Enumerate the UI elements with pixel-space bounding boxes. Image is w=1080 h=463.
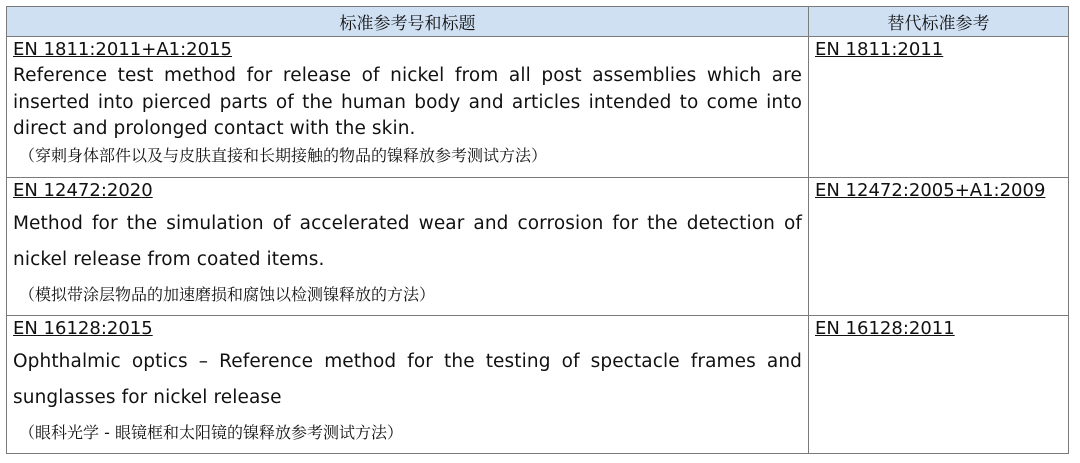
- table-header-row: [7, 7, 1069, 37]
- standard-cell: [7, 316, 809, 454]
- replaced-standard-code: EN 12472:2005+A1:2009: [815, 180, 1046, 201]
- header-reference-and-title: 标准参考号和标题: [7, 7, 809, 37]
- standards-table: [6, 6, 1069, 454]
- replaced-standard-code: EN 1811:2011: [815, 39, 944, 60]
- replaced-standard-code: EN 16128:2011: [815, 318, 955, 339]
- standard-code: EN 1811:2011+A1:2015: [13, 39, 232, 60]
- table-row: [7, 37, 1069, 178]
- standard-title-chinese: （穿刺身体部件以及与皮肤直接和长期接触的物品的镍释放参考测试方法）: [19, 145, 548, 165]
- standard-code: EN 16128:2015: [13, 318, 153, 339]
- header-replaced-standard: 替代标准参考: [809, 7, 1069, 37]
- standard-title-chinese: （模拟带涂层物品的加速磨损和腐蚀以检测镍释放的方法）: [19, 285, 436, 304]
- table-row: [7, 178, 1069, 316]
- standard-cell: [7, 178, 809, 316]
- standard-cell: [7, 37, 809, 178]
- standards-table-container: [6, 6, 1068, 454]
- table-row: [7, 316, 1069, 454]
- replaced-standard-cell: [809, 178, 1069, 316]
- replaced-standard-cell: [809, 316, 1069, 454]
- standard-title-english: Reference test method for release of nickel from all post assemblies which are inserted into pierced parts of the human body and articles intended to come into direct and prolonged contact with the skin.: [13, 65, 802, 139]
- standard-title-english: Ophthalmic optics – Reference method for the testing of spectacle frames and sunglasses for nickel release: [13, 351, 802, 408]
- standard-title-chinese: （眼科光学 - 眼镜框和太阳镜的镍释放参考测试方法）: [19, 423, 403, 442]
- standard-title-english: Method for the simulation of accelerated wear and corrosion for the detection of nickel release from coated items.: [13, 213, 802, 270]
- standard-code: EN 12472:2020: [13, 180, 153, 201]
- replaced-standard-cell: [809, 37, 1069, 178]
